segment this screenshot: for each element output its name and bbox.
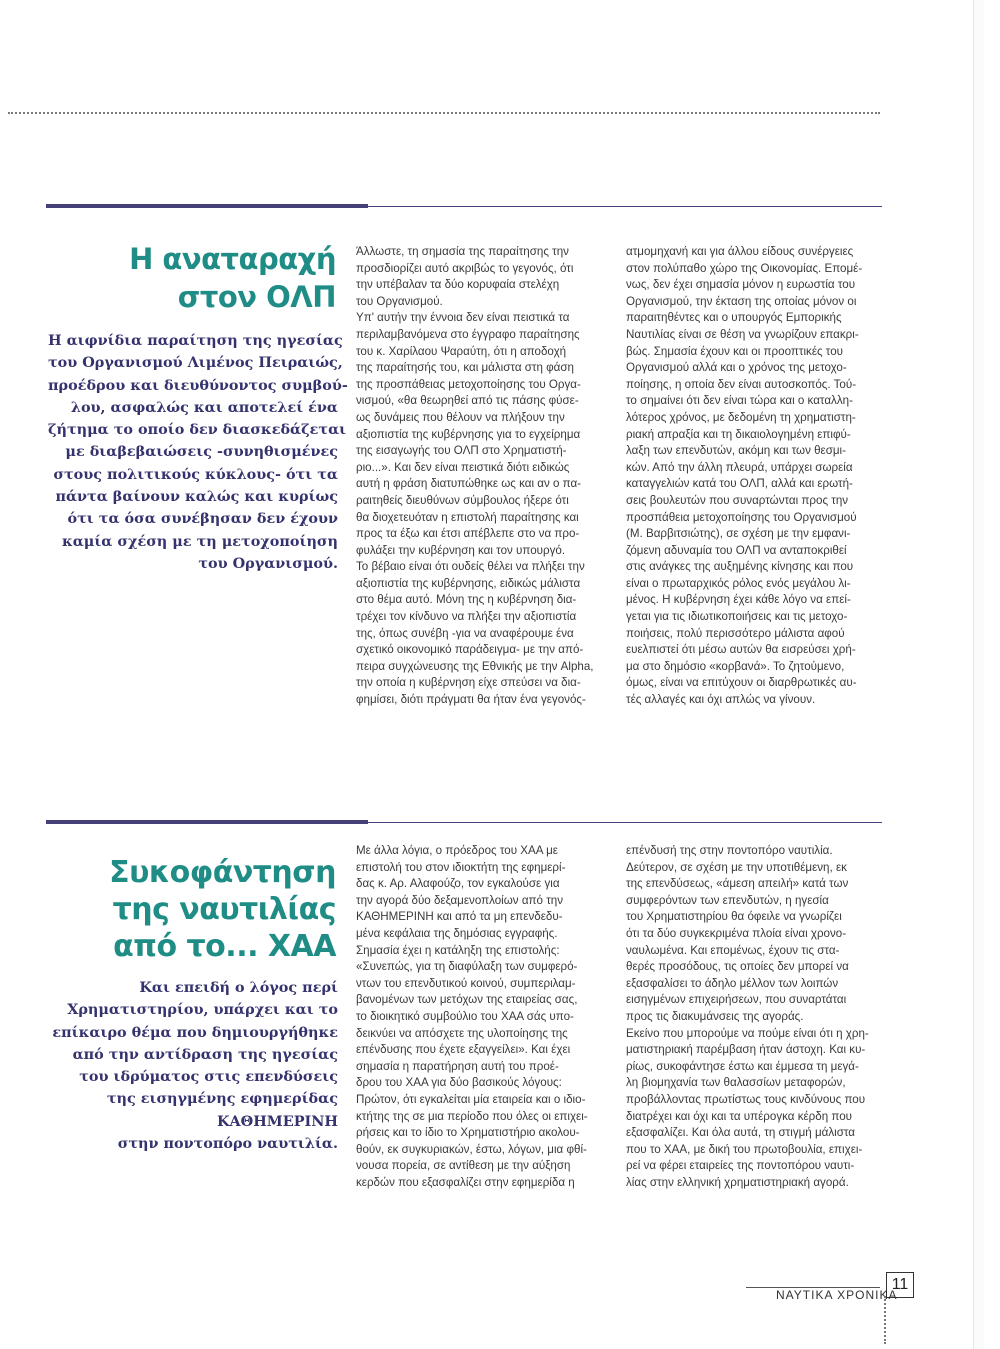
body-line: στο θέμα αυτό. Μόνη της η κυβέρνηση δια- bbox=[356, 593, 577, 607]
body-line: κερδών που εξασφαλίζει στην εφημερίδα η bbox=[356, 1175, 575, 1189]
lead-line: στην ποντοπόρο ναυτιλία. bbox=[117, 1135, 338, 1153]
body-line: δεικνύει να απόσχετε της υλοποίησης της bbox=[356, 1026, 568, 1040]
body-line: Πρώτον, ότι εγκαλείται μία εταιρεία και ο ιδιο- bbox=[356, 1092, 586, 1106]
body-line: θερές προσόδους, τις οποίες δεν μπορεί να bbox=[626, 960, 849, 974]
body-line: Εκείνο που μπορούμε να πούμε είναι ότι η χρη- bbox=[626, 1026, 869, 1040]
body-line: ποιήσεις, πολύ περισσότερο μάλιστα αφού bbox=[626, 626, 845, 640]
article1-column-2 bbox=[626, 244, 888, 709]
body-line: Με άλλα λόγια, ο πρόεδρος του ΧΑΑ με bbox=[356, 844, 558, 857]
body-line: διατρέχει και όχι και τα υπέρογκα κέρδη που bbox=[626, 1109, 853, 1123]
magazine-name: ΝΑΥΤΙΚΑ ΧΡΟΝΙΚΑ bbox=[776, 1288, 898, 1302]
body-line: αξιοπιστία της κυβέρνησης για το εγχείρημα bbox=[356, 427, 581, 441]
body-line: συμφερόντων των επενδυτών, η ηγεσία bbox=[626, 893, 829, 907]
article2-column-2 bbox=[626, 843, 888, 1191]
body-line: προς τα έξω και έτσι απέβλεπε στο να προ- bbox=[356, 527, 580, 541]
lead-line: του ιδρύματος στις επενδύσεις bbox=[79, 1068, 338, 1086]
body-line: τές αλλαγές και όχι απλώς να γίνουν. bbox=[626, 693, 816, 707]
article2-headline bbox=[80, 854, 336, 965]
body-line: προσδιορίζει αυτό ακριβώς το γεγονός, ότι bbox=[356, 261, 574, 275]
body-line: νουσα πορεία, σε αντίθεση με την αύξηση bbox=[356, 1159, 571, 1173]
body-line: (Μ. Βαρβιτσιώτης), σε σχέση με την εμφανι- bbox=[626, 527, 851, 541]
body-line: όμως, είναι να επιτύχουν οι διαρθρωτικές αυ- bbox=[626, 676, 857, 690]
body-line: σημασία η παρατήρηση αυτή του προέ- bbox=[356, 1059, 559, 1073]
body-line: Υπ' αυτήν την έννοια δεν είναι πειστικά τα bbox=[356, 311, 570, 325]
article2-lead bbox=[48, 977, 338, 1155]
body-line: Δεύτερον, σε σχέση με την υποτιθέμενη, εκ bbox=[626, 860, 847, 874]
body-line: μένα κεφάλαια της δημόσιας εγγραφής. bbox=[356, 926, 558, 940]
body-line: της προσπάθειας μετοχοποίησης του Οργα- bbox=[356, 377, 581, 391]
body-line: κτήτης της σε μια περίοδο που όλες οι επιχει- bbox=[356, 1109, 588, 1123]
body-line: Οργανισμού αλλά και ο χρόνος της μετοχο- bbox=[626, 361, 847, 375]
lead-line: Και επειδή ο λόγος περί bbox=[139, 979, 338, 996]
page-number: 11 bbox=[886, 1272, 914, 1298]
body-line: επένδυσης που έχετε εξαγγείλει». Και έχει bbox=[356, 1043, 571, 1057]
body-line: προβάλλοντας πρωτίστως τους κινδύνους που bbox=[626, 1092, 866, 1106]
body-line: νως, δεν έχει σημασία μόνον η ευρωστία του bbox=[626, 278, 856, 292]
body-line: μένος. Η κυβέρνηση έχει κάθε λόγο να επεί- bbox=[626, 593, 851, 607]
lead-line: Χρηματιστηρίου, υπάρχει και το bbox=[67, 1001, 338, 1019]
lead-line: επίκαιρο θέμα που δημιουργήθηκε bbox=[52, 1023, 338, 1041]
article2-column-1 bbox=[356, 843, 618, 1191]
body-line: ρίως, συκοφάντησε έστω και έμμεσα τη μεγά- bbox=[626, 1059, 859, 1073]
body-line: ευελπιστεί ότι μέσω αυτών θα εισρεύσει χρή- bbox=[626, 643, 856, 657]
section-rule-thick bbox=[46, 820, 368, 824]
lead-line: Η αιφνίδια παραίτηση της ηγεσίας bbox=[48, 332, 343, 349]
footer-dotted-line bbox=[884, 1296, 886, 1344]
section-rule-thick bbox=[46, 204, 368, 208]
body-line: της παραίτησής του, και μάλιστα στη φάση bbox=[356, 361, 574, 375]
article1-column-1 bbox=[356, 244, 618, 709]
body-line: αξιοπιστία της κυβέρνησης, ειδικώς μάλιστα bbox=[356, 576, 581, 590]
lead-line: με διαβεβαιώσεις -συνηθισμένες bbox=[65, 443, 338, 461]
body-line: το σημαίνει ότι δεν είναι τώρα και ο καταλλη- bbox=[626, 394, 853, 408]
body-line: την υπέβαλαν τα δύο κορυφαία στελέχη bbox=[356, 278, 560, 292]
body-line: Σημασία έχει η κατάληξη της επιστολής: bbox=[356, 943, 560, 957]
body-line: το διοικητικό συμβούλιο του ΧΑΑ σάς υπο- bbox=[356, 1009, 574, 1023]
body-line: εξασφαλίζει. Και όλα αυτά, τη στιγμή μάλιστα bbox=[626, 1126, 855, 1140]
body-line: βώς. Σημασία έχουν και οι προοπτικές του bbox=[626, 344, 844, 358]
lead-line: λου, ασφαλώς και αποτελεί ένα bbox=[70, 398, 338, 416]
body-line: την οποία η κυβέρνηση είχε σπεύσει να δια- bbox=[356, 676, 581, 690]
lead-line: καμία σχέση με τη μετοχοποίηση bbox=[61, 532, 338, 550]
page-edge bbox=[973, 0, 984, 1349]
body-line: ζόμενη αδυναμία του ΟΛΠ να ανταποκριθεί bbox=[626, 543, 847, 557]
body-line: ματιστηριακή παρέμβαση ήταν άστοχη. Και κυ- bbox=[626, 1043, 866, 1057]
body-line: ως δυνάμεις που θέλουν να πλήξουν την bbox=[356, 410, 565, 424]
body-line: ότι τα δύο συγκεκριμένα πλοία είναι χρονο- bbox=[626, 926, 847, 940]
body-line: σχετικό οικονομικό παράδειγμα- με την από- bbox=[356, 643, 584, 657]
section-rule-thin bbox=[368, 206, 882, 207]
body-line: προς τις διακυμάνσεις της αγοράς. bbox=[626, 1009, 804, 1023]
headline-line: Η αναταραχή bbox=[129, 242, 336, 276]
article1-lead bbox=[48, 330, 348, 575]
body-line: βανομένων των μετόχων της εταιρείας σας, bbox=[356, 993, 578, 1007]
body-line: ΚΑΘΗΜΕΡΙΝΗ και από τα μη επενδεδυ- bbox=[356, 910, 563, 924]
body-line: παραιτηθέντες και ο υπουργός Εμπορικής bbox=[626, 311, 842, 325]
body-line: ρεί να φέρει εταιρείες της ποντοπόρου ναυτι- bbox=[626, 1159, 855, 1173]
body-line: φημίσει, διότι πράγματι θα ήταν ένα γεγονός- bbox=[356, 693, 586, 707]
body-line: ρήσεις και το ίδιο το Χρηματιστήριο ακολου- bbox=[356, 1126, 580, 1140]
lead-line: του Οργανισμού Λιμένος Πειραιώς, bbox=[48, 354, 343, 372]
body-line: πειρα συγχώνευσης της Εθνικής με την Alpha, bbox=[356, 659, 594, 673]
body-line: του Οργανισμού. bbox=[356, 294, 443, 308]
body-line: λίας στην ελληνική χρηματιστηριακή αγορά. bbox=[626, 1175, 849, 1189]
body-line: Οργανισμού, την έκταση της οποίας μόνον οι bbox=[626, 294, 857, 308]
body-line: στις ανάγκες της αυξημένης κίνησης και που bbox=[626, 560, 854, 574]
lead-line: ζήτημα το οποίο δεν διασκεδάζεται bbox=[48, 421, 347, 439]
body-line: δρου του ΧΑΑ για δύο βασικούς λόγους: bbox=[356, 1076, 562, 1090]
lead-line: στους πολιτικούς κύκλους- ότι τα bbox=[53, 465, 338, 483]
body-line: εισηγμένων επιχειρήσεων, που συναρτάται bbox=[626, 993, 847, 1007]
body-line: ποίησης, η οποία δεν είναι αυτοσκοπός. Τού- bbox=[626, 377, 857, 391]
body-line: ριακή απραξία και τη δικαιολογημένη επιφύ- bbox=[626, 427, 851, 441]
body-line: επιστολή του στον ιδιοκτήτη της εφημερί- bbox=[356, 860, 566, 874]
body-line: καταγγελιών κατά του ΟΛΠ, αλλά και ερωτή- bbox=[626, 477, 853, 491]
lead-line: της εισηγμένης εφημερίδας bbox=[106, 1090, 338, 1108]
lead-line: ότι τα όσα συνέβησαν δεν έχουν bbox=[67, 510, 338, 528]
body-line: αυτή η φράση διατυπώθηκε ως και αν ο πα- bbox=[356, 477, 582, 491]
body-line: εξασφαλίσει το άδηλο μέλλον των λοιπών bbox=[626, 976, 839, 990]
body-line: Άλλωστε, τη σημασία της παραίτησης την bbox=[356, 245, 569, 258]
body-line: γεται για τις ιδιωτικοποιήσεις και τις μετοχο- bbox=[626, 610, 848, 624]
body-line: λότερος χρόνος, με δεδομένη τη χρηματιστη- bbox=[626, 410, 856, 424]
body-line: μα στο δημόσιο «κορβανά». Το ζητούμενο, bbox=[626, 659, 845, 673]
body-line: επένδυσή της στην ποντοπόρο ναυτιλία. bbox=[626, 844, 833, 857]
body-line: θούν, εκ συγκυριακών, έστω, λόγων, μια φθί- bbox=[356, 1142, 587, 1156]
body-line: στον πολύπαθο χώρο της Οικονομίας. Επομέ- bbox=[626, 261, 863, 275]
body-line: ναυλωμένα. Και επομένως, έχουν τις στα- bbox=[626, 943, 840, 957]
body-line: που το ΧΑΑ, με δική του πρωτοβουλία, επιχει- bbox=[626, 1142, 863, 1156]
body-line: ραιτηθείς διευθύνων σύμβουλος ήξερε ότι bbox=[356, 493, 569, 507]
lead-line: προέδρου και διευθύνοντος συμβού- bbox=[48, 376, 348, 394]
body-line: Ναυτιλίας είναι σε θέση να γνωρίζουν επακρι- bbox=[626, 327, 859, 341]
body-line: της επενδύσεως, «άμεση απειλή» κατά των bbox=[626, 877, 849, 891]
body-line: δας κ. Αρ. Αλαφούζο, τον εγκαλούσε για bbox=[356, 877, 560, 891]
headline-line: από το... ΧΑΑ bbox=[113, 929, 336, 964]
article1-headline bbox=[80, 240, 336, 316]
body-line: νισμού, «θα θεωρηθεί από τις πάσης φύσε- bbox=[356, 394, 579, 408]
body-line: φυλάξει την κυβέρνηση και τον υπουργό. bbox=[356, 543, 566, 557]
body-line: λη βιομηχανία των θαλασσίων μεταφορών, bbox=[626, 1076, 846, 1090]
lead-line: ΚΑΘΗΜΕΡΙΝΗ bbox=[216, 1112, 338, 1130]
body-line: ριο...». Και δεν είναι πειστικά διότι ειδικώς bbox=[356, 460, 570, 474]
body-line: τρέχει τον κίνδυνο να πλήξει την αξιοπιστία bbox=[356, 610, 577, 624]
body-line: λαξη των επενδυτών, ακόμη και των θεσμι- bbox=[626, 444, 846, 458]
body-line: περιλαμβανόμενα στο έγγραφο παραίτησης bbox=[356, 327, 580, 341]
body-line: του κ. Χαρίλαου Ψαραύτη, ότι η αποδοχή bbox=[356, 344, 567, 358]
body-line: κών. Από την άλλη πλευρά, υπάρχει σωρεία bbox=[626, 460, 853, 474]
body-line: του Χρηματιστηρίου θα όφειλε να γνωρίζει bbox=[626, 910, 842, 924]
body-line: ντων του επενδυτικού κοινού, συμπεριλαμ- bbox=[356, 976, 576, 990]
top-dotted-separator bbox=[8, 112, 880, 114]
lead-line: του Οργανισμού. bbox=[198, 554, 338, 572]
body-line: ατμομηχανή και για άλλου είδους συνέργειες bbox=[626, 245, 854, 258]
body-line: είναι ο πρωταρχικός ρόλος ενός μεγάλου λι- bbox=[626, 576, 851, 590]
body-line: της, όπως συνέβη -για να αναφέρουμε ένα bbox=[356, 626, 574, 640]
headline-line: Συκοφάντηση bbox=[109, 855, 336, 890]
headline-line: της ναυτιλίας bbox=[112, 892, 336, 927]
body-line: προσπάθεια μετοχοποίησης του Οργανισμού bbox=[626, 510, 857, 524]
body-line: Το βέβαιο είναι ότι ουδείς θέλει να πλήξει την bbox=[356, 560, 585, 574]
body-line: θα διοχετευόταν η επιστολή παραίτησης και bbox=[356, 510, 579, 524]
body-line: «Συνεπώς, για τη διαφύλαξη των συμφερό- bbox=[356, 960, 578, 974]
body-line: σεις βουλευτών που συναρτώνται προς την bbox=[626, 493, 849, 507]
lead-line: από την αντίδραση της ηγεσίας bbox=[72, 1045, 338, 1063]
body-line: της εισαγωγής του ΟΛΠ στο Χρηματιστή- bbox=[356, 444, 567, 458]
headline-line: στον ΟΛΠ bbox=[177, 280, 336, 314]
body-line: την αγορά δύο δεξαμενοπλοίων από την bbox=[356, 893, 564, 907]
lead-line: πάντα βαίνουν καλώς και κυρίως bbox=[55, 488, 338, 506]
section-rule-thin bbox=[368, 822, 882, 823]
